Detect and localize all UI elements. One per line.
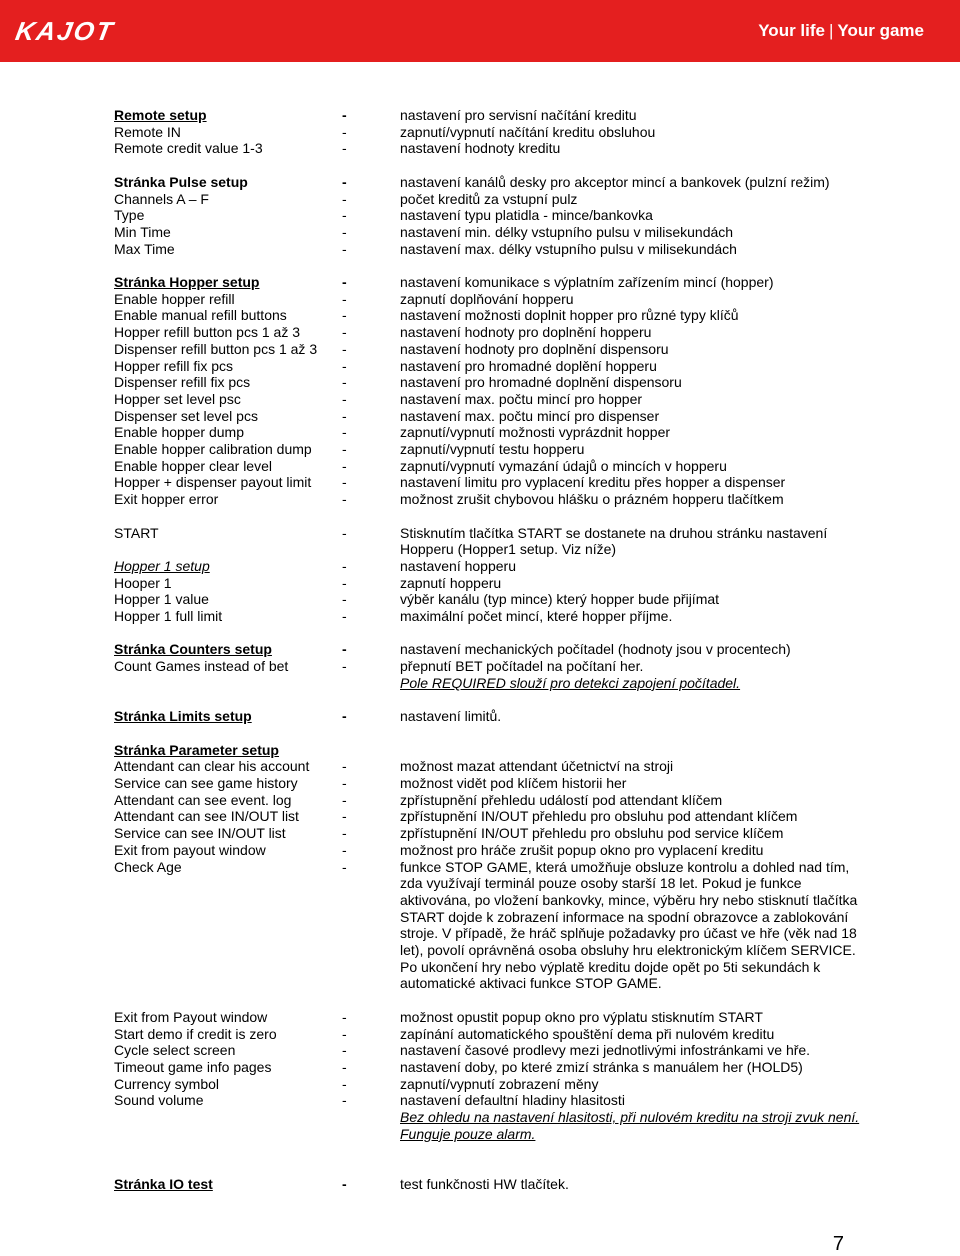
separator-dash: - <box>342 424 347 441</box>
separator-dash: - <box>342 1058 347 1075</box>
setting-row <box>114 792 864 809</box>
setting-label: Currency symbol <box>114 1075 220 1092</box>
setting-label: Max Time <box>114 240 175 257</box>
separator-dash <box>342 675 400 692</box>
setting-description: zapnutí/vypnutí možnosti vyprázdnit hopper <box>400 424 671 441</box>
setting-label: Enable hopper calibration dump <box>114 441 312 458</box>
separator-dash: - <box>342 1075 347 1092</box>
setting-description: nastavení hodnoty pro doplnění hopperu <box>400 324 652 341</box>
setting-row <box>114 241 864 258</box>
setting-label: Dispenser refill fix pcs <box>114 374 251 391</box>
setting-row <box>114 341 864 358</box>
setting-description: maximální počet mincí, které hopper příjme. <box>400 608 673 625</box>
spacer <box>114 157 864 174</box>
setting-row <box>114 775 864 792</box>
setting-label: Min Time <box>114 223 171 240</box>
setting-description: nastavení komunikace s výplatním zařízením mincí (hopper) <box>400 274 774 290</box>
separator-dash: - <box>342 1092 347 1109</box>
setting-row <box>114 842 864 859</box>
separator-dash: - <box>342 608 347 625</box>
setting-description: zpřístupnění přehledu událostí pod attendant klíčem <box>400 791 723 808</box>
setting-label: Service can see game history <box>114 775 298 792</box>
setting-label: Hopper 1 setup <box>114 557 210 574</box>
setting-row <box>114 458 864 475</box>
setting-description: počet kreditů za vstupní pulz <box>400 190 578 207</box>
setting-row <box>114 1026 864 1043</box>
setting-label: Start demo if credit is zero <box>114 1025 277 1042</box>
setting-row <box>114 808 864 825</box>
setting-description: nastavení max. délky vstupního pulsu v milisekundách <box>400 240 737 257</box>
setting-label <box>114 675 342 692</box>
setting-description: zapnutí/vypnutí vymazání údajů o mincích v hopperu <box>400 457 727 474</box>
setting-label: Stránka Parameter setup <box>114 741 279 758</box>
setting-row <box>114 1076 864 1093</box>
setting-row <box>114 224 864 241</box>
separator-dash: - <box>342 173 347 190</box>
setting-row <box>114 608 864 625</box>
separator-dash: - <box>342 374 347 391</box>
setting-row <box>114 708 864 725</box>
setting-description: nastavení doby, po které zmizí stránka s manuálem her (HOLD5) <box>400 1058 803 1075</box>
setting-row <box>114 191 864 208</box>
separator-dash: - <box>342 140 347 157</box>
separator-dash: - <box>342 858 347 875</box>
setting-description: zapnutí/vypnutí zobrazení měny <box>400 1075 599 1092</box>
separator-dash: - <box>342 1025 347 1042</box>
setting-description: možnost pro hráče zrušit popup okno pro vyplacení kreditu <box>400 841 764 858</box>
separator-dash <box>342 742 400 759</box>
setting-description: nastavení hodnoty pro doplnění dispensoru <box>400 340 669 357</box>
setting-description: funkce STOP GAME, která umožňuje obsluze kontrolu a dohled nad tím, zda využívají terminál pouze osoby starší 18 let. Pokud je funkce aktivována, po vložení bankovky, mince, výběru hry nebo stisknutí tlačítka START dojde k zobrazení informace na spodní obrazovce a zablokování stroje. V případě, že hráč splňuje požadavky pro účast ve hře (věk nad 18 let), povolí oprávněná osoba obsluhy hru elektronickým klíčem SERVICE. Po ukončení hry nebo výplatě kreditu dojde opět po 5ti sekundách k automatické aktivaci funkce STOP GAME. <box>400 858 858 992</box>
separator-dash: - <box>342 1008 347 1025</box>
page-number: 7 <box>832 1233 844 1255</box>
setting-description: výběr kanálu (typ mince) který hopper bude přijímat <box>400 591 720 608</box>
setting-row <box>114 758 864 775</box>
separator-dash: - <box>342 641 347 658</box>
setting-label: Cycle select screen <box>114 1042 236 1059</box>
setting-description: zapnutí/vypnutí načítání kreditu obsluhou <box>400 123 656 140</box>
setting-label: Attendant can see event. log <box>114 791 292 808</box>
setting-label: Hopper set level psc <box>114 390 241 407</box>
setting-description: zpřístupnění IN/OUT přehledu pro obsluhu pod attendant klíčem <box>400 808 798 825</box>
separator-dash: - <box>342 107 347 123</box>
separator-dash: - <box>342 390 347 407</box>
setting-label: Hopper 1 full limit <box>114 608 223 625</box>
setting-row <box>114 358 864 375</box>
setting-row <box>114 641 864 658</box>
setting-row <box>114 742 864 759</box>
slogan <box>758 18 924 44</box>
setting-description: nastavení typu platidla - mince/bankovka <box>400 207 653 224</box>
setting-row <box>114 107 864 124</box>
setting-label: Hopper refill button pcs 1 až 3 <box>114 324 300 341</box>
setting-description: nastavení mechanických počítadel (hodnoty jsou v procentech) <box>400 641 791 658</box>
setting-description: nastavení min. délky vstupního pulsu v milisekundách <box>400 223 734 240</box>
setting-row <box>114 541 864 558</box>
separator-dash: - <box>342 791 347 808</box>
setting-row <box>114 374 864 391</box>
separator-dash: - <box>342 307 347 324</box>
separator-dash: - <box>342 758 347 775</box>
separator-dash: - <box>342 357 347 374</box>
setting-label: Hopper refill fix pcs <box>114 357 234 374</box>
setting-description: možnost vidět pod klíčem historii her <box>400 775 627 792</box>
setting-description <box>400 742 864 759</box>
setting-label: Timeout game info pages <box>114 1058 272 1075</box>
separator-dash: - <box>342 658 347 675</box>
setting-row <box>114 124 864 141</box>
setting-description: nastavení limitu pro vyplacení kreditu přes hopper a dispenser <box>400 474 786 491</box>
setting-description: nastavení pro hromadné doplění hopperu <box>400 357 657 374</box>
setting-description: nastavení defaultní hladiny hlasitosti <box>400 1092 625 1109</box>
setting-label: Exit from payout window <box>114 841 266 858</box>
setting-row <box>114 291 864 308</box>
setting-label: Stránka Counters setup <box>114 641 272 658</box>
setting-label: Attendant can see IN/OUT list <box>114 808 299 825</box>
spacer <box>114 725 864 742</box>
separator-dash: - <box>342 524 347 541</box>
setting-description: zapnutí/vypnutí testu hopperu <box>400 441 585 458</box>
setting-label: Enable hopper clear level <box>114 457 272 474</box>
separator-dash <box>342 1109 400 1142</box>
setting-description: nastavení max. počtu mincí pro dispenser <box>400 407 660 424</box>
setting-row <box>114 658 864 675</box>
spacer <box>114 692 864 709</box>
separator-dash: - <box>342 708 347 725</box>
setting-label: Exit from Payout window <box>114 1008 268 1025</box>
spacer <box>114 1142 864 1159</box>
separator-dash: - <box>342 324 347 341</box>
setting-row <box>114 424 864 441</box>
setting-description: Pole REQUIRED slouží pro detekci zapojení počítadel. <box>400 674 741 691</box>
setting-label: Channels A – F <box>114 190 209 207</box>
setting-label: Hopper + dispenser payout limit <box>114 474 312 491</box>
setting-label <box>114 541 342 558</box>
separator-dash: - <box>342 290 347 307</box>
separator-dash: - <box>342 1042 347 1059</box>
separator-dash: - <box>342 808 347 825</box>
setting-description: nastavení kanálů desky pro akceptor mincí a bankovek (pulzní režim) <box>400 173 830 190</box>
setting-row <box>114 391 864 408</box>
setting-description: možnost zrušit chybovou hlášku o prázném hopperu tlačítkem <box>400 491 784 508</box>
page-header <box>0 0 960 62</box>
separator-dash: - <box>342 190 347 207</box>
setting-row <box>114 474 864 491</box>
setting-description: nastavení max. počtu mincí pro hopper <box>400 390 643 407</box>
setting-description: Stisknutím tlačítka START se dostanete na druhou stránku nastavení <box>400 524 828 541</box>
setting-row <box>114 324 864 341</box>
separator-dash: - <box>342 457 347 474</box>
slogan-left: Your life <box>758 21 825 40</box>
setting-description: zapnutí hopperu <box>400 574 502 591</box>
separator-dash: - <box>342 441 347 458</box>
setting-description: Hopperu (Hopper1 setup. Viz níže) <box>400 541 617 558</box>
setting-row <box>114 408 864 425</box>
separator-dash <box>342 541 400 558</box>
setting-row <box>114 1009 864 1026</box>
setting-row <box>114 140 864 157</box>
setting-label: Hooper 1 <box>114 574 172 591</box>
setting-description: Bez ohledu na nastavení hlasitosti, při nulovém kreditu na stroji zvuk není. Funguje pouze alarm. <box>400 1109 860 1142</box>
setting-description: nastavení pro hromadné doplnění dispensoru <box>400 374 682 391</box>
setting-row <box>114 859 864 993</box>
separator-dash: - <box>342 574 347 591</box>
setting-label: Enable manual refill buttons <box>114 307 287 324</box>
setting-description: zapnutí doplňování hopperu <box>400 290 574 307</box>
setting-description: zpřístupnění IN/OUT přehledu pro obsluhu pod service klíčem <box>400 825 784 842</box>
setting-row <box>114 1092 864 1109</box>
spacer <box>114 625 864 642</box>
separator-dash: - <box>342 474 347 491</box>
separator-dash: - <box>342 123 347 140</box>
setting-description: nastavení časové prodlevy mezi jednotlivými infostránkami ve hře. <box>400 1042 811 1059</box>
setting-description: test funkčnosti HW tlačítek. <box>400 1175 569 1192</box>
separator-dash: - <box>342 223 347 240</box>
setting-row <box>114 174 864 191</box>
spacer <box>114 1159 864 1176</box>
setting-row <box>114 591 864 608</box>
setting-label: Sound volume <box>114 1092 204 1109</box>
setting-row <box>114 1042 864 1059</box>
setting-description: nastavení pro servisní načítání kreditu <box>400 107 637 123</box>
setting-row <box>114 525 864 542</box>
setting-row <box>114 675 864 692</box>
setting-row <box>114 307 864 324</box>
setting-label <box>114 1109 342 1142</box>
setting-label: Type <box>114 207 145 224</box>
setting-row <box>114 1109 864 1142</box>
setting-label: Remote credit value 1-3 <box>114 140 263 157</box>
setting-label: Stránka IO test <box>114 1175 213 1192</box>
separator-dash: - <box>342 591 347 608</box>
separator-dash: - <box>342 1175 347 1192</box>
setting-row <box>114 558 864 575</box>
separator-dash: - <box>342 274 347 290</box>
setting-label: Check Age <box>114 858 182 875</box>
setting-row <box>114 274 864 291</box>
separator-dash: - <box>342 407 347 424</box>
setting-label: Stránka Hopper setup <box>114 274 260 290</box>
setting-label: Count Games instead of bet <box>114 658 289 675</box>
settings-list <box>114 107 864 1193</box>
setting-label: Enable hopper refill <box>114 290 235 307</box>
setting-label: Service can see IN/OUT list <box>114 825 286 842</box>
separator-dash: - <box>342 841 347 858</box>
spacer <box>114 257 864 274</box>
setting-description: nastavení hodnoty kreditu <box>400 140 561 157</box>
kajot-logo: KAJOT <box>13 16 117 46</box>
setting-description: nastavení možnosti doplnit hopper pro různé typy klíčů <box>400 307 739 324</box>
setting-row <box>114 207 864 224</box>
setting-label: Stránka Limits setup <box>114 708 252 725</box>
slogan-right: Your game <box>837 21 924 40</box>
spacer <box>114 992 864 1009</box>
setting-label: Hopper 1 value <box>114 591 209 608</box>
setting-description: možnost mazat attendant účetnictví na stroji <box>400 758 674 775</box>
separator-dash: - <box>342 825 347 842</box>
separator-dash: - <box>342 240 347 257</box>
setting-description: přepnutí BET počítadel na počítaní her. <box>400 658 644 675</box>
setting-label: START <box>114 524 159 541</box>
separator-dash: - <box>342 207 347 224</box>
setting-row <box>114 1059 864 1076</box>
slogan-separator: | <box>828 21 834 40</box>
setting-label: Stránka Pulse setup <box>114 173 248 190</box>
setting-label: Attendant can clear his account <box>114 758 310 775</box>
setting-label: Dispenser refill button pcs 1 až 3 <box>114 340 318 357</box>
setting-label: Dispenser set level pcs <box>114 407 258 424</box>
setting-description: nastavení hopperu <box>400 557 516 574</box>
setting-row <box>114 1176 864 1193</box>
setting-label: Exit hopper error <box>114 491 219 508</box>
setting-description: nastavení limitů. <box>400 708 502 725</box>
setting-description: možnost opustit popup okno pro výplatu stisknutím START <box>400 1008 763 1025</box>
setting-label: Enable hopper dump <box>114 424 244 441</box>
separator-dash: - <box>342 557 347 574</box>
setting-row <box>114 825 864 842</box>
separator-dash: - <box>342 340 347 357</box>
separator-dash: - <box>342 775 347 792</box>
setting-label: Remote setup <box>114 107 207 123</box>
setting-row <box>114 491 864 508</box>
spacer <box>114 508 864 525</box>
setting-row <box>114 575 864 592</box>
setting-description: zapínání automatického spouštění dema při nulovém kreditu <box>400 1025 775 1042</box>
setting-row <box>114 441 864 458</box>
separator-dash: - <box>342 491 347 508</box>
setting-label: Remote IN <box>114 123 181 140</box>
